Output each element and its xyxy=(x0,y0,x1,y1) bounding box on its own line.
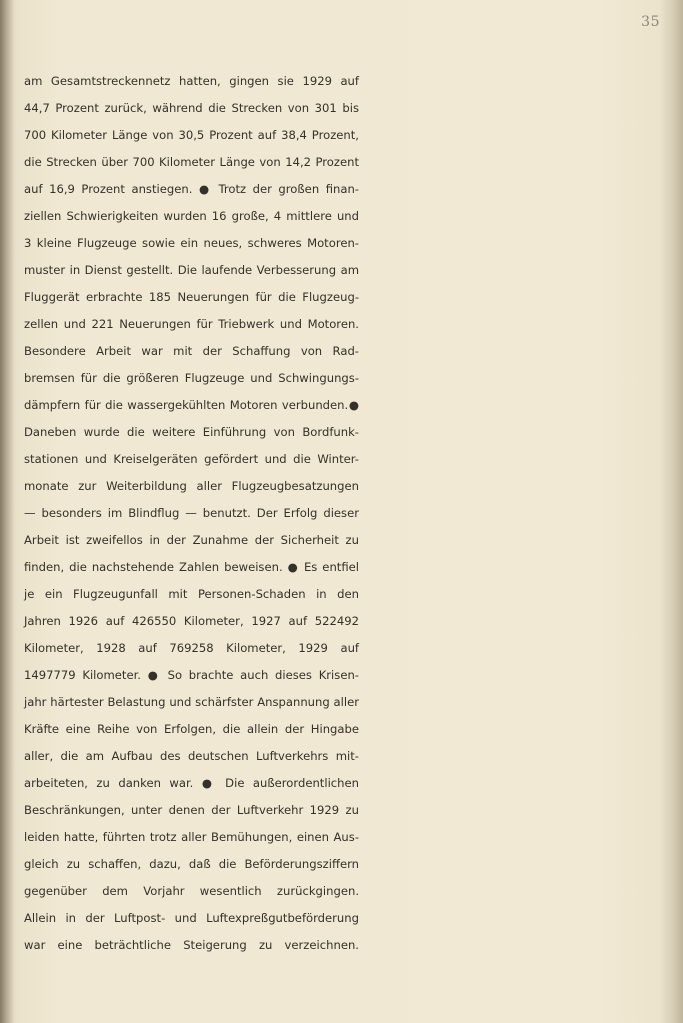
text-line: dämpfern für die wassergekühlten Motoren verbunden.● xyxy=(24,398,359,412)
text-line: aller, die am Aufbau des deutschen Luftverkehrs mit- xyxy=(24,749,359,763)
text-line: muster in Dienst gestellt. Die laufende Verbesserung am xyxy=(24,263,359,277)
text-line: finden, die nachstehende Zahlen beweisen. ● Es entfiel xyxy=(24,560,359,574)
page-number: 35 xyxy=(641,14,660,30)
text-line: stationen und Kreiselgeräten gefördert und die Winter- xyxy=(24,452,359,466)
text-line: Jahren 1926 auf 426550 Kilometer, 1927 auf 522492 xyxy=(24,614,359,628)
text-line: Daneben wurde die weitere Einführung von Bordfunk- xyxy=(24,425,359,439)
text-line: 700 Kilometer Länge von 30,5 Prozent auf 38,4 Prozent, xyxy=(24,128,359,142)
text-line: am Gesamtstreckennetz hatten, gingen sie 1929 auf xyxy=(24,74,359,88)
text-line: war eine beträchtliche Steigerung zu verzeichnen. xyxy=(24,938,359,952)
text-line: gegenüber dem Vorjahr wesentlich zurückgingen. xyxy=(24,884,359,898)
text-line: Kräfte eine Reihe von Erfolgen, die allein der Hingabe xyxy=(24,722,359,736)
text-line: gleich zu schaffen, dazu, daß die Beförderungsziffern xyxy=(24,857,359,871)
text-line: monate zur Weiterbildung aller Flugzeugbesatzungen xyxy=(24,479,359,493)
text-line: je ein Flugzeugunfall mit Personen-Schaden in den xyxy=(24,587,359,601)
text-line: Arbeit ist zweifellos in der Zunahme der Sicherheit zu xyxy=(24,533,359,547)
text-line: die Strecken über 700 Kilometer Länge von 14,2 Prozent xyxy=(24,155,359,169)
text-line: 1497779 Kilometer. ● So brachte auch dieses Krisen- xyxy=(24,668,359,682)
text-line: leiden hatte, führten trotz aller Bemühungen, einen Aus- xyxy=(24,830,359,844)
text-line: zellen und 221 Neuerungen für Triebwerk und Motoren. xyxy=(24,317,359,331)
text-line: 3 kleine Flugzeuge sowie ein neues, schweres Motoren- xyxy=(24,236,359,250)
text-line: Fluggerät erbrachte 185 Neuerungen für die Flugzeug- xyxy=(24,290,359,304)
text-line: bremsen für die größeren Flugzeuge und Schwingungs- xyxy=(24,371,359,385)
text-line: Besondere Arbeit war mit der Schaffung von Rad- xyxy=(24,344,359,358)
text-line: arbeiteten, zu danken war. ● Die außerordentlichen xyxy=(24,776,359,790)
body-text xyxy=(24,68,359,959)
text-line: Kilometer, 1928 auf 769258 Kilometer, 1929 auf xyxy=(24,641,359,655)
text-line: jahr härtester Belastung und schärfster Anspannung aller xyxy=(24,695,359,709)
text-line: Beschränkungen, unter denen der Luftverkehr 1929 zu xyxy=(24,803,359,817)
text-line: auf 16,9 Prozent anstiegen. ● Trotz der großen finan- xyxy=(24,182,359,196)
text-line: — besonders im Blindflug — benutzt. Der Erfolg dieser xyxy=(24,506,359,520)
text-line: ziellen Schwierigkeiten wurden 16 große, 4 mittlere und xyxy=(24,209,359,223)
text-line: 44,7 Prozent zurück, während die Strecken von 301 bis xyxy=(24,101,359,115)
gutter-shadow xyxy=(0,0,14,1023)
text-line: Allein in der Luftpost- und Luftexpreßgutbeförderung xyxy=(24,911,359,925)
